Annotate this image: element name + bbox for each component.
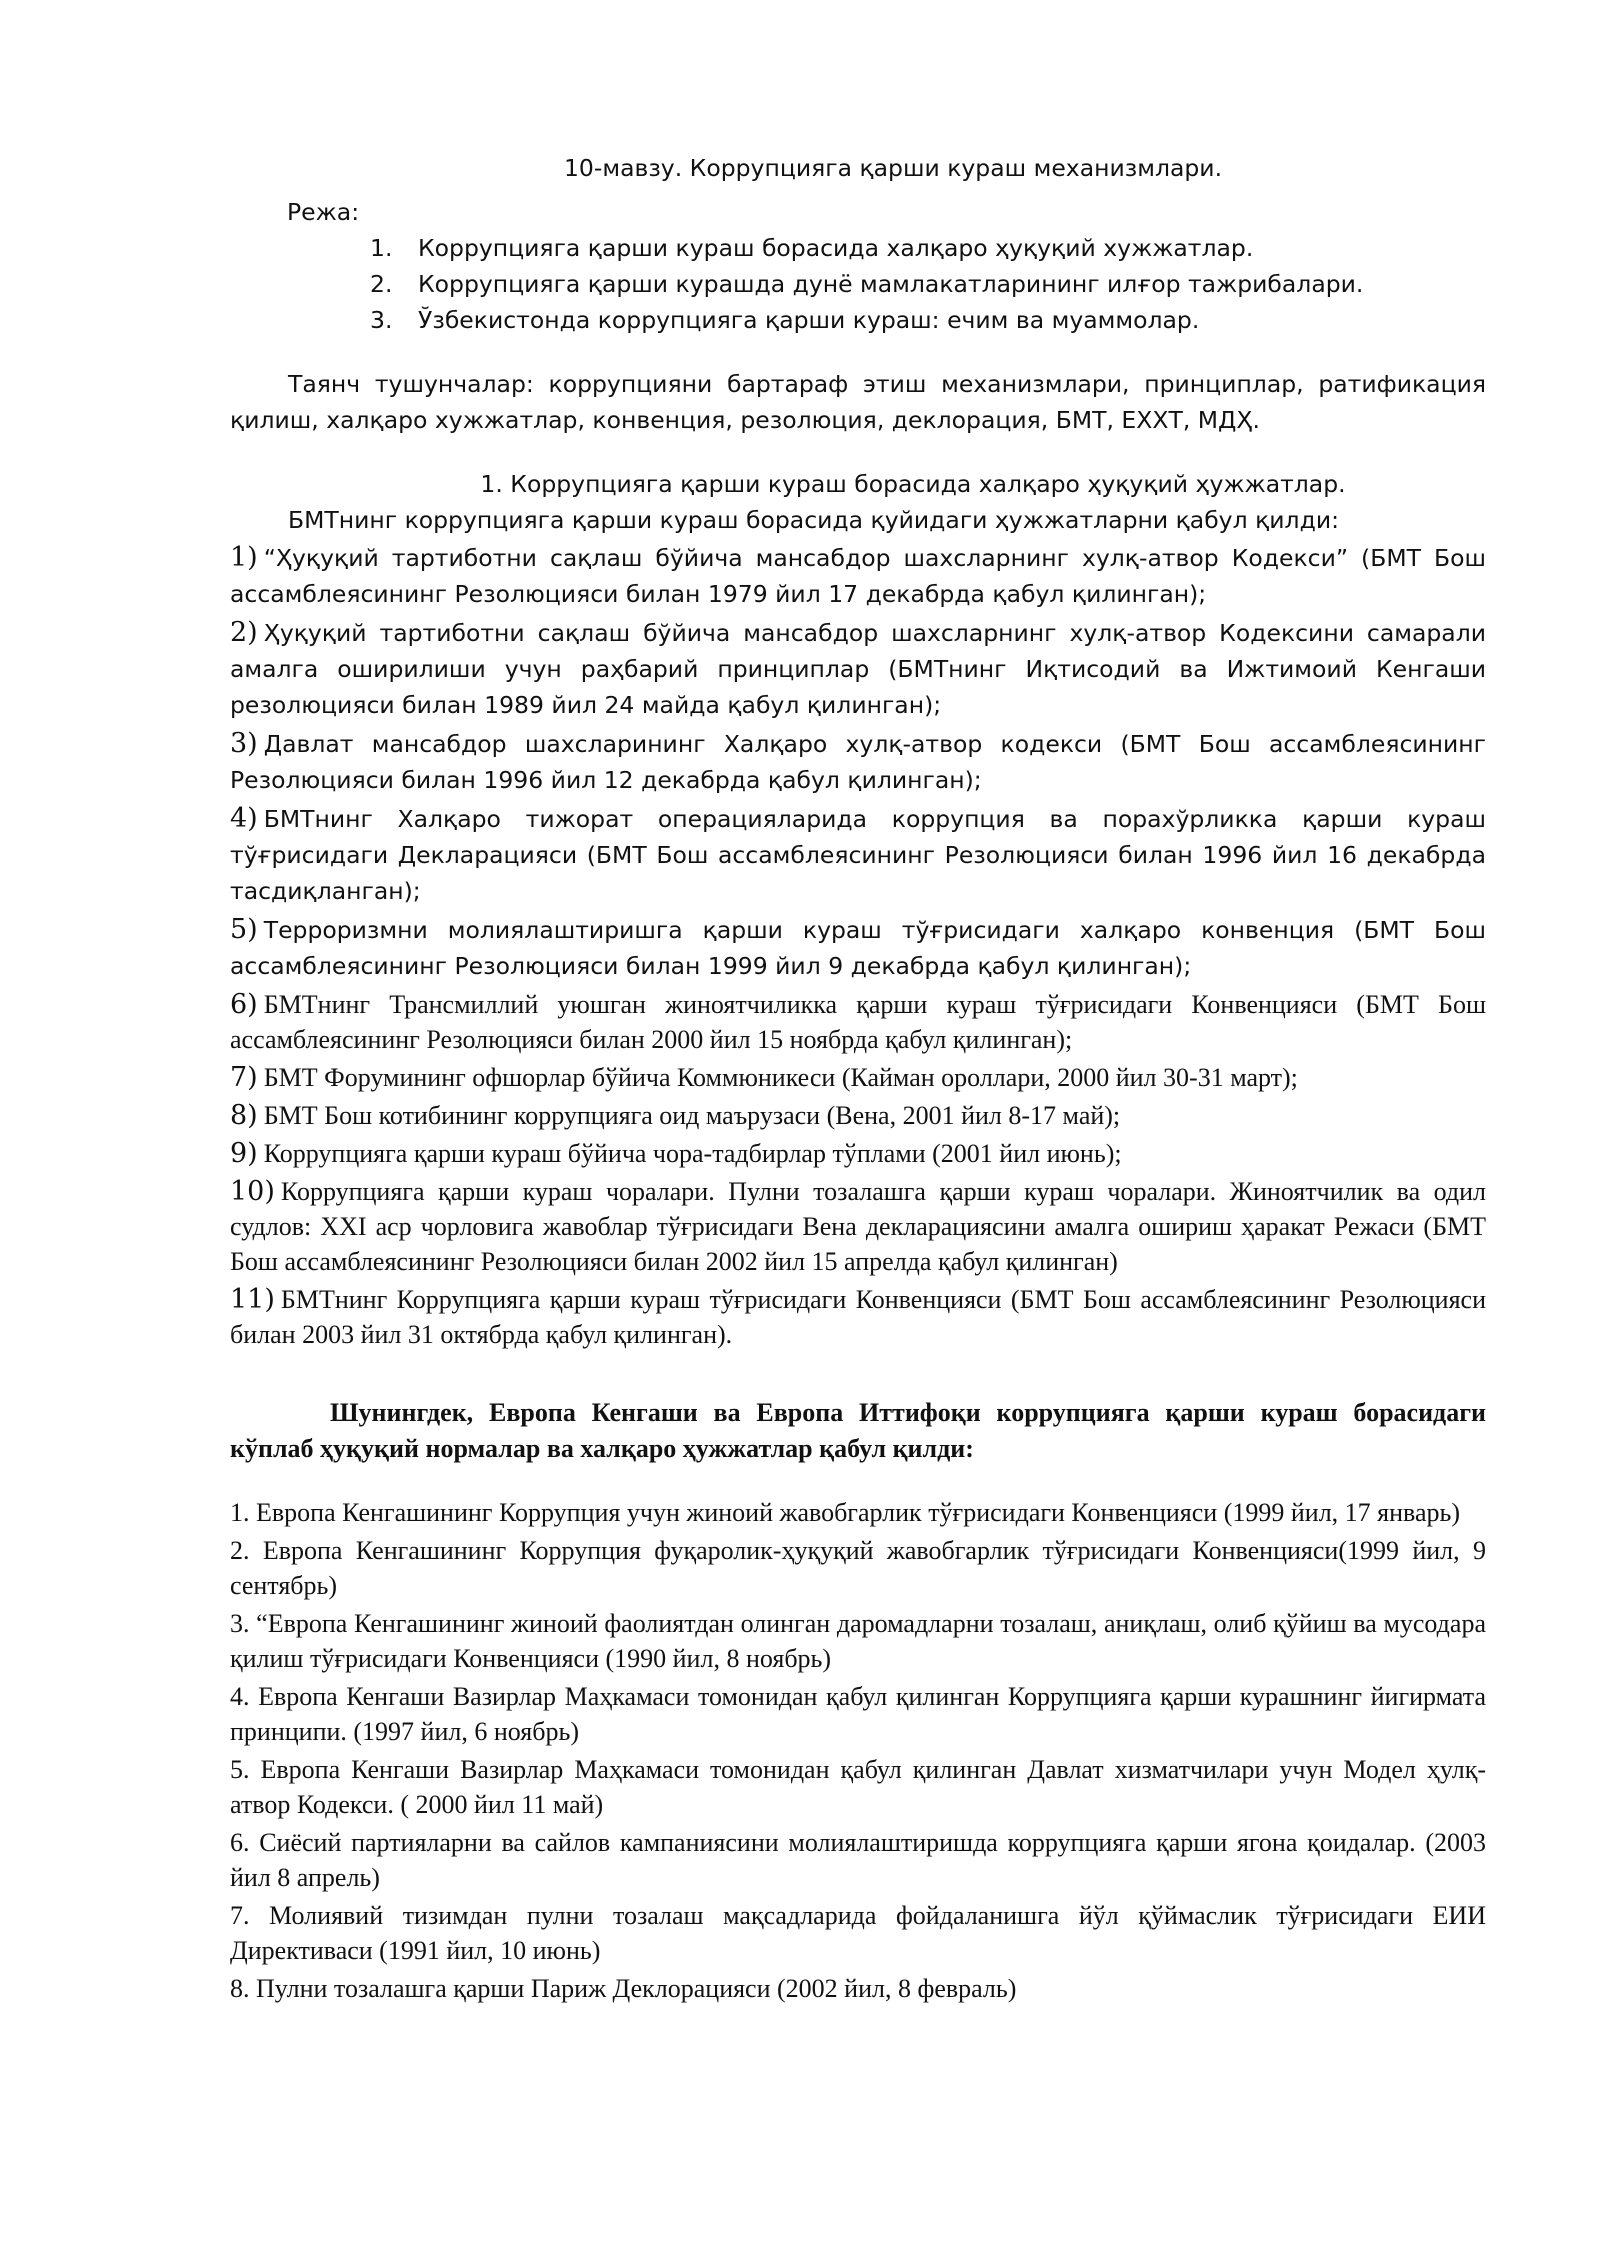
list-item: 1) “Ҳуқуқий тартиботни сақлаш бўйича мансабдор шахсларнинг хулқ-атвор Кодекси” (БМТ Бош ассамблеясининг Резолюцияси билан 1979 йил 17 декабрда қабул қилинган); [230, 542, 1486, 608]
list-item: 3. “Европа Кенгашининг жиноий фаолиятдан олинган даромадларни тозалаш, аниқлаш, олиб қўйиш ва мусодара қилиш тўғрисидаги Конвенцияси (1990 йил, 8 ноябрь) [230, 1609, 1486, 1673]
list-item: 8) БМТ Бош котибининг коррупцияга оид маърузаси (Вена, 2001 йил 8-17 май); [230, 1100, 1121, 1131]
document-title: 10-мавзу. Коррупцияга қарши кураш механизмлари. [563, 154, 1223, 182]
list-item: 6. Сиёсий партияларни ва сайлов кампаниясини молиялаштиришда коррупцияга қарши ягона қоидалар. (2003 йил 8 апрель) [230, 1828, 1486, 1892]
list-item: 3) Давлат мансабдор шахсларининг Халқаро хулқ-атвор кодекси (БМТ Бош ассамблеясининг Резолюцияси билан 1996 йил 12 декабрда қабул қилинган); [230, 728, 1486, 794]
document-body [230, 150, 1486, 2009]
list-item: 4) БМТнинг Халқаро тижорат операцияларида коррупция ва порахўрликка қарши кураш тўғрисидаги Декларацияси (БМТ Бош ассамблеясининг Резолюцияси билан 1996 йил 16 декабрда тасдиқланган); [230, 803, 1486, 905]
list-item: 1. Европа Кенгашининг Коррупция учун жиноий жавобгарлик тўғрисидаги Конвенцияси (1999 йил, 17 январь) [230, 1498, 1461, 1527]
list-item: 4. Европа Кенгаши Вазирлар Маҳкамаси томонидан қабул қилинган Коррупцияга қарши курашнинг йигирмата принципи. (1997 йил, 6 ноябрь) [230, 1682, 1486, 1746]
un-documents-list [230, 540, 1486, 1352]
europe-intro: Шунингдек, Европа Кенгаши ва Европа Иттифоқи коррупцияга қарши кураш борасидаги кўплаб ҳуқуқий нормалар ва халқаро ҳужжатлар қабул қилди: [230, 1398, 1486, 1463]
list-item: 2) Ҳуқуқий тартиботни сақлаш бўйича мансабдор шахсларнинг хулқ-атвор Кодексини самарали амалга оширилиши учун раҳбарий принциплар (БМТнинг Иқтисодий ва Ижтимоий Кенгаши резолюцияси билан 1989 йил 24 майда қабул қилинган); [230, 617, 1486, 719]
list-item: 10) Коррупцияга қарши кураш чоралари. Пулни тозалашга қарши кураш чоралари. Жиноятчилик ва одил судлов: XXI аср чорловига жавоблар тўғрисидаги Вена декларациясини амалга ошириш ҳаракат Режаси (БМТ Бош ассамблеясининг Резолюцияси билан 2002 йил 15 апрелда қабул қилинган) [230, 1176, 1486, 1276]
plan-item: 3. Ўзбекистонда коррупцияга қарши кураш: ечим ва муаммолар. [370, 306, 1200, 334]
europe-documents-list [230, 1495, 1486, 2006]
plan-list [230, 230, 1486, 338]
list-item: 11) БМТнинг Коррупцияга қарши кураш тўғрисидаги Конвенцияси (БМТ Бош ассамблеясининг Резолюцияси билан 2003 йил 31 октябрда қабул қилинган). [230, 1284, 1486, 1349]
list-item: 2. Европа Кенгашининг Коррупция фуқаролик-ҳуқуқий жавобгарлик тўғрисидаги Конвенцияси(1999 йил, 9 сентябрь) [230, 1536, 1486, 1600]
list-item: 8. Пулни тозалашга қарши Париж Деклорацияси (2002 йил, 8 февраль) [230, 1974, 1017, 2003]
plan-item: 1. Коррупцияга қарши кураш борасида халқаро ҳуқуқий хужжатлар. [370, 234, 1254, 262]
list-item: 6) БМТнинг Трансмиллий уюшган жиноятчиликка қарши кураш тўғрисидаги Конвенцияси (БМТ Бош ассамблеясининг Резолюцияси билан 2000 йил 15 ноябрда қабул қилинган); [230, 989, 1486, 1054]
plan-item: 2. Коррупцияга қарши курашда дунё мамлакатларининг илғор тажрибалари. [370, 270, 1364, 298]
list-item: 5) Терроризмни молиялаштиришга қарши кураш тўғрисидаги халқаро конвенция (БМТ Бош ассамблеясининг Резолюцияси билан 1999 йил 9 декабрда қабул қилинган); [230, 914, 1486, 980]
section-intro: БМТнинг коррупцияга қарши кураш борасида қуйидаги ҳужжатларни қабул қилди: [288, 506, 1340, 534]
section-title: 1. Коррупцияга қарши кураш борасида халқаро ҳуқуқий ҳужжатлар. [480, 470, 1346, 498]
list-item: 9) Коррупцияга қарши кураш бўйича чора-тадбирлар тўплами (2001 йил июнь); [230, 1138, 1122, 1169]
key-concepts: Таянч тушунчалар: коррупцияни бартараф этиш механизмлари, принциплар, ратификация қилиш, халқаро хужжатлар, конвенция, резолюция, деклорация, БМТ, ЕХХТ, МДҲ. [230, 370, 1486, 434]
list-item: 7) БМТ Форумининг офшорлар бўйича Коммюникеси (Кайман ороллари, 2000 йил 30-31 март); [230, 1062, 1298, 1093]
plan-label: Режа: [287, 198, 360, 226]
list-item: 7. Молиявий тизимдан пулни тозалаш мақсадларида фойдаланишга йўл қўймаслик тўғрисидаги ЕИИ Директиваси (1991 йил, 10 июнь) [230, 1901, 1486, 1965]
list-item: 5. Европа Кенгаши Вазирлар Маҳкамаси томонидан қабул қилинган Давлат хизматчилари учун Модел ҳулқ-атвор Кодекси. ( 2000 йил 11 май) [230, 1755, 1486, 1819]
